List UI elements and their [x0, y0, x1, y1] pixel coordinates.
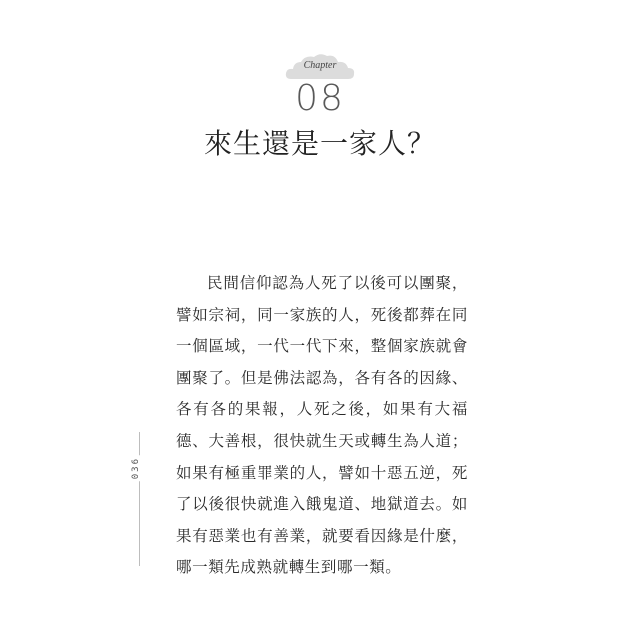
chapter-title: 來生還是一家人？ [203, 127, 436, 160]
chapter-number: 08 [295, 78, 345, 119]
margin-rule [139, 432, 140, 566]
page-number: 036 [131, 455, 147, 481]
body-paragraph: 民間信仰認為人死了以後可以團聚，譬如宗祠，同一家族的人，死後都葬在同一個區域，一代一代下來，整個家族就會團聚了。但是佛法認為，各有各的因緣、各有各的果報，人死之後，如果有大福德、大善根，很快就生天或轉生為人道；如果有極重罪業的人，譬如十惡五逆，死了以後很快就進入餓鬼道、地獄道去。如果有惡業也有善業，就要看因緣是什麼，哪一類先成熟就轉生到哪一類。 [176, 274, 468, 577]
chapter-label: Chapter [303, 60, 337, 71]
